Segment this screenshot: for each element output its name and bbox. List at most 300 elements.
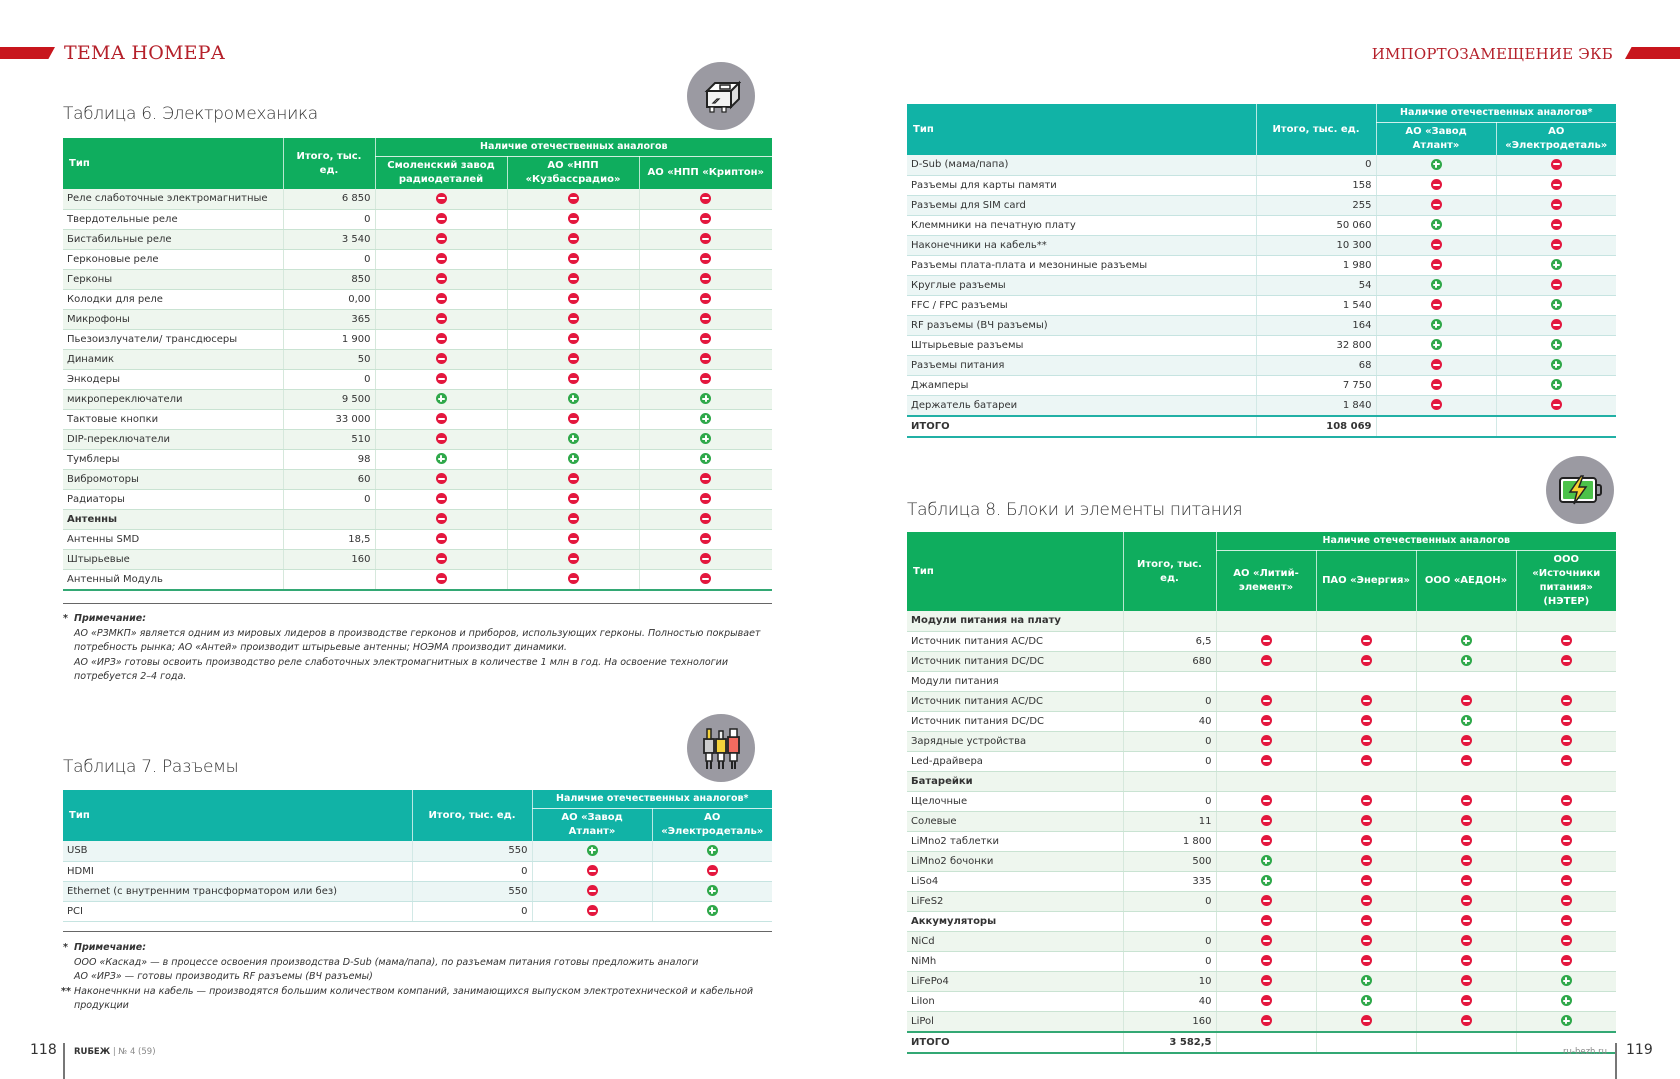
analog-cell [1216, 891, 1316, 911]
analog-cell [375, 449, 507, 469]
minus-circle-icon [1361, 795, 1372, 806]
table-row [907, 155, 1616, 175]
col-group-header: Наличие отечественных аналогов* [532, 790, 772, 809]
minus-circle-icon [700, 473, 711, 484]
analog-cell [375, 309, 507, 329]
row-type: Источник питания AC/DC [907, 631, 1123, 651]
table7 [63, 790, 772, 922]
row-total: 0 [283, 489, 375, 509]
minus-circle-icon [1361, 1015, 1372, 1026]
col-header-supplier: АО «Литий-элемент» [1216, 551, 1316, 612]
minus-circle-icon [587, 865, 598, 876]
analog-cell [507, 569, 639, 590]
table-row [907, 651, 1616, 671]
plus-circle-icon [1431, 319, 1442, 330]
row-type: Батарейки [907, 771, 1123, 791]
plus-circle-icon [568, 433, 579, 444]
section-title-right: ИМПОРТОЗАМЕЩЕНИЕ ЭКБ [1371, 45, 1613, 63]
analog-cell [1516, 851, 1616, 871]
row-total: 850 [283, 269, 375, 289]
row-type: Круглые разъемы [907, 275, 1256, 295]
minus-circle-icon [1361, 655, 1372, 666]
minus-circle-icon [1261, 1015, 1272, 1026]
analog-cell [375, 489, 507, 509]
minus-circle-icon [1561, 735, 1572, 746]
minus-circle-icon [1561, 875, 1572, 886]
table-row [63, 329, 772, 349]
analog-cell [1216, 691, 1316, 711]
row-total: 10 [1123, 971, 1216, 991]
plus-circle-icon [700, 413, 711, 424]
row-type: Клеммники на печатную плату [907, 215, 1256, 235]
minus-circle-icon [1461, 875, 1472, 886]
minus-circle-icon [700, 493, 711, 504]
minus-circle-icon [1361, 855, 1372, 866]
minus-circle-icon [436, 233, 447, 244]
analog-cell [375, 409, 507, 429]
row-type: Зарядные устройства [907, 731, 1123, 751]
relay-component-icon [687, 62, 755, 130]
minus-circle-icon [568, 413, 579, 424]
minus-circle-icon [568, 533, 579, 544]
col-header-supplier: АО «Завод Атлант» [1376, 123, 1496, 156]
col-group-header: Наличие отечественных аналогов* [1376, 104, 1616, 123]
row-total: 0 [1123, 931, 1216, 951]
analog-cell [507, 549, 639, 569]
row-total: 10 300 [1256, 235, 1376, 255]
row-type: Держатель батареи [907, 395, 1256, 416]
row-total: 510 [283, 429, 375, 449]
analog-cell [1496, 175, 1616, 195]
row-type: Вибромоторы [63, 469, 283, 489]
analog-cell [1416, 891, 1516, 911]
analog-cell [1416, 1011, 1516, 1032]
minus-circle-icon [436, 293, 447, 304]
plus-circle-icon [1461, 635, 1472, 646]
row-type: Штырьевые разъемы [907, 335, 1256, 355]
plus-circle-icon [568, 453, 579, 464]
row-type: Тактовые кнопки [63, 409, 283, 429]
row-total: 0,00 [283, 289, 375, 309]
analog-cell [507, 389, 639, 409]
table-row [63, 229, 772, 249]
row-total: 54 [1256, 275, 1376, 295]
minus-circle-icon [1461, 975, 1472, 986]
plus-circle-icon [1551, 379, 1562, 390]
row-type: Источник питания DC/DC [907, 651, 1123, 671]
row-type: LiSo4 [907, 871, 1123, 891]
note-asterisk: * [63, 942, 68, 953]
row-type: NiCd [907, 931, 1123, 951]
row-type: Антенны [63, 509, 283, 529]
plus-circle-icon [1561, 1015, 1572, 1026]
table-row [63, 549, 772, 569]
row-total: 98 [283, 449, 375, 469]
analog-cell [1316, 931, 1416, 951]
minus-circle-icon [1361, 755, 1372, 766]
analog-cell [1416, 931, 1516, 951]
analog-cell [375, 529, 507, 549]
minus-circle-icon [1461, 935, 1472, 946]
footer-magazine-info [74, 1047, 156, 1057]
row-type: LiPol [907, 1011, 1123, 1032]
analog-cell [1516, 991, 1616, 1011]
minus-circle-icon [1461, 695, 1472, 706]
row-total: 0 [283, 249, 375, 269]
row-total [1123, 671, 1216, 691]
minus-circle-icon [700, 233, 711, 244]
row-type: Разъемы для карты памяти [907, 175, 1256, 195]
table-row [907, 831, 1616, 851]
analog-cell [1496, 275, 1616, 295]
notes-divider [63, 603, 772, 604]
row-total [1123, 771, 1216, 791]
row-type: Джамперы [907, 375, 1256, 395]
table-row [907, 971, 1616, 991]
minus-circle-icon [700, 353, 711, 364]
minus-circle-icon [1361, 955, 1372, 966]
row-total: 7 750 [1256, 375, 1376, 395]
analog-cell [507, 229, 639, 249]
minus-circle-icon [436, 433, 447, 444]
row-type: Колодки для реле [63, 289, 283, 309]
minus-circle-icon [1361, 915, 1372, 926]
col-header-type: Тип [63, 790, 412, 841]
table-row [907, 871, 1616, 891]
table-row [63, 449, 772, 469]
row-total: 158 [1256, 175, 1376, 195]
analog-cell [1416, 651, 1516, 671]
minus-circle-icon [436, 333, 447, 344]
analog-cell [532, 901, 652, 921]
col-header-supplier: АО «Электродеталь» [652, 809, 772, 842]
analog-cell [1416, 631, 1516, 651]
table-row [907, 811, 1616, 831]
row-total: 50 [283, 349, 375, 369]
analog-cell [532, 841, 652, 861]
analog-cell [507, 309, 639, 329]
minus-circle-icon [587, 905, 598, 916]
row-total: 1 840 [1256, 395, 1376, 416]
row-type: Радиаторы [63, 489, 283, 509]
row-total: 33 000 [283, 409, 375, 429]
minus-circle-icon [1561, 895, 1572, 906]
minus-circle-icon [700, 553, 711, 564]
analog-cell [1376, 155, 1496, 175]
table-row [63, 289, 772, 309]
table-row [907, 891, 1616, 911]
table7-container [63, 790, 772, 922]
minus-circle-icon [1361, 815, 1372, 826]
analog-cell [1376, 195, 1496, 215]
row-type: Герконовые реле [63, 249, 283, 269]
analog-cell [375, 329, 507, 349]
minus-circle-icon [1561, 715, 1572, 726]
analog-cell [507, 449, 639, 469]
row-total: 0 [1123, 731, 1216, 751]
page-number-right: 119 [1626, 1042, 1653, 1058]
row-type: LiMno2 таблетки [907, 831, 1123, 851]
analog-cell [639, 509, 772, 529]
minus-circle-icon [568, 253, 579, 264]
row-type: LiFeS2 [907, 891, 1123, 911]
analog-cell [639, 469, 772, 489]
total-label: ИТОГО [907, 416, 1256, 437]
issue-number: | № 4 (59) [112, 1047, 156, 1057]
analog-cell [1376, 175, 1496, 195]
minus-circle-icon [1261, 915, 1272, 926]
minus-circle-icon [1461, 835, 1472, 846]
minus-circle-icon [568, 333, 579, 344]
col-header-supplier: Смоленский завод радиодеталей [375, 157, 507, 190]
analog-cell [1216, 931, 1316, 951]
minus-circle-icon [436, 553, 447, 564]
minus-circle-icon [700, 573, 711, 584]
battery-charging-icon [1546, 456, 1614, 524]
plus-circle-icon [707, 845, 718, 856]
row-type: Разъемы для SIM card [907, 195, 1256, 215]
minus-circle-icon [1561, 915, 1572, 926]
analog-cell [507, 189, 639, 209]
table-row [907, 911, 1616, 931]
analog-cell [639, 489, 772, 509]
minus-circle-icon [568, 213, 579, 224]
table-row [907, 851, 1616, 871]
col-header-type: Тип [907, 104, 1256, 155]
row-type: D-Sub (мама/папа) [907, 155, 1256, 175]
minus-circle-icon [1461, 1015, 1472, 1026]
footer-separator-right [1615, 1043, 1617, 1079]
table-row [63, 409, 772, 429]
minus-circle-icon [1361, 935, 1372, 946]
analog-cell [507, 469, 639, 489]
analog-cell [1316, 951, 1416, 971]
table7-note [63, 941, 772, 1014]
analog-cell [1496, 355, 1616, 375]
table-row [63, 489, 772, 509]
analog-cell [1316, 731, 1416, 751]
row-type: Разъемы питания [907, 355, 1256, 375]
table8-container [907, 532, 1616, 1054]
analog-cell [1216, 791, 1316, 811]
row-type: Наконечники на кабель** [907, 235, 1256, 255]
row-total: 255 [1256, 195, 1376, 215]
minus-circle-icon [1431, 359, 1442, 370]
row-total: 0 [283, 369, 375, 389]
table-row [63, 349, 772, 369]
cable-connectors-icon [687, 714, 755, 782]
col-header-supplier: ООО «Источники питания» (НЭТЕР) [1516, 551, 1616, 612]
row-total: 18,5 [283, 529, 375, 549]
row-total: 0 [412, 861, 532, 881]
col-header-supplier: ООО «АЕДОН» [1416, 551, 1516, 612]
minus-circle-icon [700, 293, 711, 304]
minus-circle-icon [1561, 755, 1572, 766]
analog-cell [1496, 255, 1616, 275]
row-total: 365 [283, 309, 375, 329]
plus-circle-icon [568, 393, 579, 404]
analog-cell [1316, 971, 1416, 991]
table-row [907, 951, 1616, 971]
table-row [907, 611, 1616, 631]
table-row [907, 731, 1616, 751]
col-header-supplier: АО «НПП «Кузбассрадио» [507, 157, 639, 190]
row-type: LiFePo4 [907, 971, 1123, 991]
analog-cell [1216, 991, 1316, 1011]
analog-cell [375, 389, 507, 409]
row-total: 32 800 [1256, 335, 1376, 355]
footer-site-link[interactable]: ru-bezh.ru [1563, 1047, 1608, 1057]
plus-circle-icon [1461, 655, 1472, 666]
col-header-supplier: АО «Завод Атлант» [532, 809, 652, 842]
analog-cell [1516, 651, 1616, 671]
total-value: 108 069 [1256, 416, 1376, 437]
minus-circle-icon [700, 513, 711, 524]
note-line: Наконечнкни на кабель — производятся большим количеством компаний, занимающихся выпуском электротехнической и кабельной продукции [74, 985, 754, 1011]
minus-circle-icon [568, 513, 579, 524]
analog-cell [1516, 971, 1616, 991]
analog-cell [652, 901, 772, 921]
table-row [907, 771, 1616, 791]
minus-circle-icon [568, 573, 579, 584]
row-type: Led-драйвера [907, 751, 1123, 771]
table-row [907, 751, 1616, 771]
plus-circle-icon [1261, 855, 1272, 866]
analog-cell [1516, 791, 1616, 811]
plus-circle-icon [1431, 219, 1442, 230]
minus-circle-icon [700, 213, 711, 224]
table-row [63, 861, 772, 881]
analog-cell [1496, 195, 1616, 215]
table6-note [63, 612, 772, 685]
row-type: LiMno2 бочонки [907, 851, 1123, 871]
analog-cell [639, 569, 772, 590]
plus-circle-icon [707, 885, 718, 896]
minus-circle-icon [1551, 219, 1562, 230]
minus-circle-icon [1551, 279, 1562, 290]
total-row [907, 416, 1616, 437]
minus-circle-icon [1561, 815, 1572, 826]
analog-cell [1516, 611, 1616, 631]
analog-cell [639, 549, 772, 569]
col-header-supplier: АО «НПП «Криптон» [639, 157, 772, 190]
table-row [907, 215, 1616, 235]
row-type: Реле слаботочные электромагнитные [63, 189, 283, 209]
table-row [907, 395, 1616, 416]
minus-circle-icon [1261, 955, 1272, 966]
analog-cell [1216, 911, 1316, 931]
analog-cell [375, 569, 507, 590]
minus-circle-icon [700, 533, 711, 544]
analog-cell [639, 249, 772, 269]
analog-cell [1516, 811, 1616, 831]
row-total: 550 [412, 881, 532, 901]
total-value: 3 582,5 [1123, 1032, 1216, 1053]
total-label: ИТОГО [907, 1032, 1123, 1053]
table-row [907, 195, 1616, 215]
minus-circle-icon [1261, 935, 1272, 946]
minus-circle-icon [1561, 835, 1572, 846]
row-type: Энкодеры [63, 369, 283, 389]
notes-divider [63, 931, 772, 932]
row-total: 500 [1123, 851, 1216, 871]
analog-cell [1316, 751, 1416, 771]
analog-cell [1516, 751, 1616, 771]
analog-cell [639, 309, 772, 329]
analog-cell [1416, 771, 1516, 791]
analog-cell [1316, 651, 1416, 671]
row-total: 50 060 [1256, 215, 1376, 235]
row-total: 164 [1256, 315, 1376, 335]
analog-cell [1516, 671, 1616, 691]
row-total: 40 [1123, 711, 1216, 731]
minus-circle-icon [436, 533, 447, 544]
analog-cell [1316, 691, 1416, 711]
minus-circle-icon [1551, 199, 1562, 210]
analog-cell [1316, 611, 1416, 631]
minus-circle-icon [436, 353, 447, 364]
row-type: Твердотельные реле [63, 209, 283, 229]
analog-cell [507, 289, 639, 309]
minus-circle-icon [1261, 655, 1272, 666]
analog-cell [375, 209, 507, 229]
analog-cell [1376, 215, 1496, 235]
analog-cell [1316, 911, 1416, 931]
row-total: 0 [1123, 791, 1216, 811]
minus-circle-icon [436, 193, 447, 204]
table-row [907, 1011, 1616, 1032]
analog-cell [1216, 871, 1316, 891]
row-type: LiIon [907, 991, 1123, 1011]
table-row [907, 691, 1616, 711]
minus-circle-icon [568, 293, 579, 304]
plus-circle-icon [700, 453, 711, 464]
analog-cell [639, 289, 772, 309]
table7-title: Таблица 7. Разъемы [63, 757, 239, 777]
analog-cell [652, 841, 772, 861]
analog-cell [507, 489, 639, 509]
table-row [63, 901, 772, 921]
plus-circle-icon [1261, 875, 1272, 886]
minus-circle-icon [587, 885, 598, 896]
analog-cell [375, 369, 507, 389]
row-total: 0 [1123, 691, 1216, 711]
row-type: Антенны SMD [63, 529, 283, 549]
analog-cell [1516, 631, 1616, 651]
minus-circle-icon [1461, 955, 1472, 966]
analog-cell [1376, 255, 1496, 275]
analog-cell [1516, 911, 1616, 931]
analog-cell [1216, 671, 1316, 691]
table-row [63, 369, 772, 389]
analog-cell [1216, 651, 1316, 671]
minus-circle-icon [436, 513, 447, 524]
minus-circle-icon [1561, 695, 1572, 706]
note-heading: Примечание: [74, 942, 147, 953]
analog-cell [1316, 791, 1416, 811]
note-asterisk: * [63, 613, 68, 624]
minus-circle-icon [1261, 795, 1272, 806]
minus-circle-icon [1361, 715, 1372, 726]
analog-cell [1316, 771, 1416, 791]
row-total: 0 [1123, 751, 1216, 771]
analog-cell [507, 329, 639, 349]
plus-circle-icon [436, 393, 447, 404]
minus-circle-icon [1431, 259, 1442, 270]
analog-cell [1496, 235, 1616, 255]
analog-cell [1416, 911, 1516, 931]
table8 [907, 532, 1616, 1054]
